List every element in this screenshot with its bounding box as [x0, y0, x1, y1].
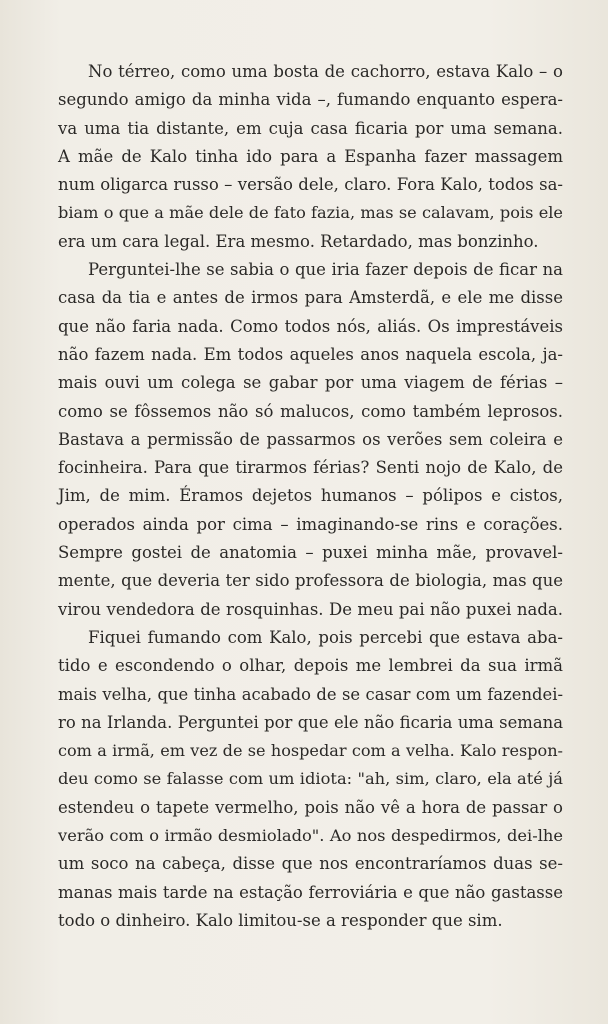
text-line: operados ainda por cima – imaginando-se rins e corações.: [58, 514, 563, 534]
paragraph-2: [58, 256, 563, 624]
text-line: mais velha, que tinha acabado de se casar com um fazendei-: [58, 684, 563, 704]
text-line: como se fôssemos não só malucos, como também leprosos.: [58, 401, 563, 421]
text-line: va uma tia distante, em cuja casa ficaria por uma semana.: [58, 118, 563, 138]
text-line: focinheira. Para que tirarmos férias? Senti nojo de Kalo, de: [58, 458, 563, 478]
text-line: Sempre gostei de anatomia – puxei minha mãe, provavel-: [58, 543, 563, 563]
text-line: mente, que deveria ter sido professora de biologia, mas que: [58, 571, 563, 591]
text-line: biam o que a mãe dele de fato fazia, mas se calavam, pois ele: [58, 203, 563, 223]
text-line: mais ouvi um colega se gabar por uma viagem de férias –: [58, 373, 563, 393]
text-line: tido e escondendo o olhar, depois me lembrei da sua irmã: [58, 656, 563, 676]
text-line: No térreo, como uma bosta de cachorro, estava Kalo – o: [88, 62, 563, 81]
text-line: verão com o irmão desmiolado". Ao nos despedirmos, dei-lhe: [58, 826, 563, 846]
text-line: Bastava a permissão de passarmos os verões sem coleira e: [58, 429, 563, 449]
paragraph-3: [58, 624, 563, 935]
text-line: deu como se falasse com um idiota: "ah, sim, claro, ela até já: [58, 769, 563, 789]
text-line: virou vendedora de rosquinhas. De meu pai não puxei nada.: [58, 599, 563, 619]
text-line: era um cara legal. Era mesmo. Retardado, mas bonzinho.: [58, 231, 539, 251]
text-line: um soco na cabeça, disse que nos encontraríamos duas se-: [58, 854, 563, 874]
book-page: [58, 58, 563, 935]
paragraph-1: [58, 58, 563, 256]
text-line: todo o dinheiro. Kalo limitou-se a responder que sim.: [58, 910, 503, 930]
text-line: A mãe de Kalo tinha ido para a Espanha fazer massagem: [58, 146, 563, 166]
text-line: que não faria nada. Como todos nós, aliás. Os imprestáveis: [58, 316, 563, 336]
text-line: casa da tia e antes de irmos para Amsterdã, e ele me disse: [58, 288, 563, 308]
text-line: segundo amigo da minha vida –, fumando enquanto espera-: [58, 90, 563, 110]
text-line: Jim, de mim. Éramos dejetos humanos – pólipos e cistos,: [58, 486, 563, 506]
text-line: manas mais tarde na estação ferroviária e que não gastasse: [58, 882, 563, 902]
text-line: Fiquei fumando com Kalo, pois percebi que estava aba-: [88, 627, 563, 647]
text-line: com a irmã, em vez de se hospedar com a velha. Kalo respon-: [58, 741, 563, 761]
text-line: Perguntei-lhe se sabia o que iria fazer depois de ficar na: [88, 260, 563, 280]
text-line: num oligarca russo – versão dele, claro. Fora Kalo, todos sa-: [58, 175, 563, 195]
text-line: estendeu o tapete vermelho, pois não vê a hora de passar o: [58, 797, 563, 817]
text-line: não fazem nada. Em todos aqueles anos naquela escola, ja-: [58, 344, 563, 364]
text-line: ro na Irlanda. Perguntei por que ele não ficaria uma semana: [58, 712, 563, 732]
